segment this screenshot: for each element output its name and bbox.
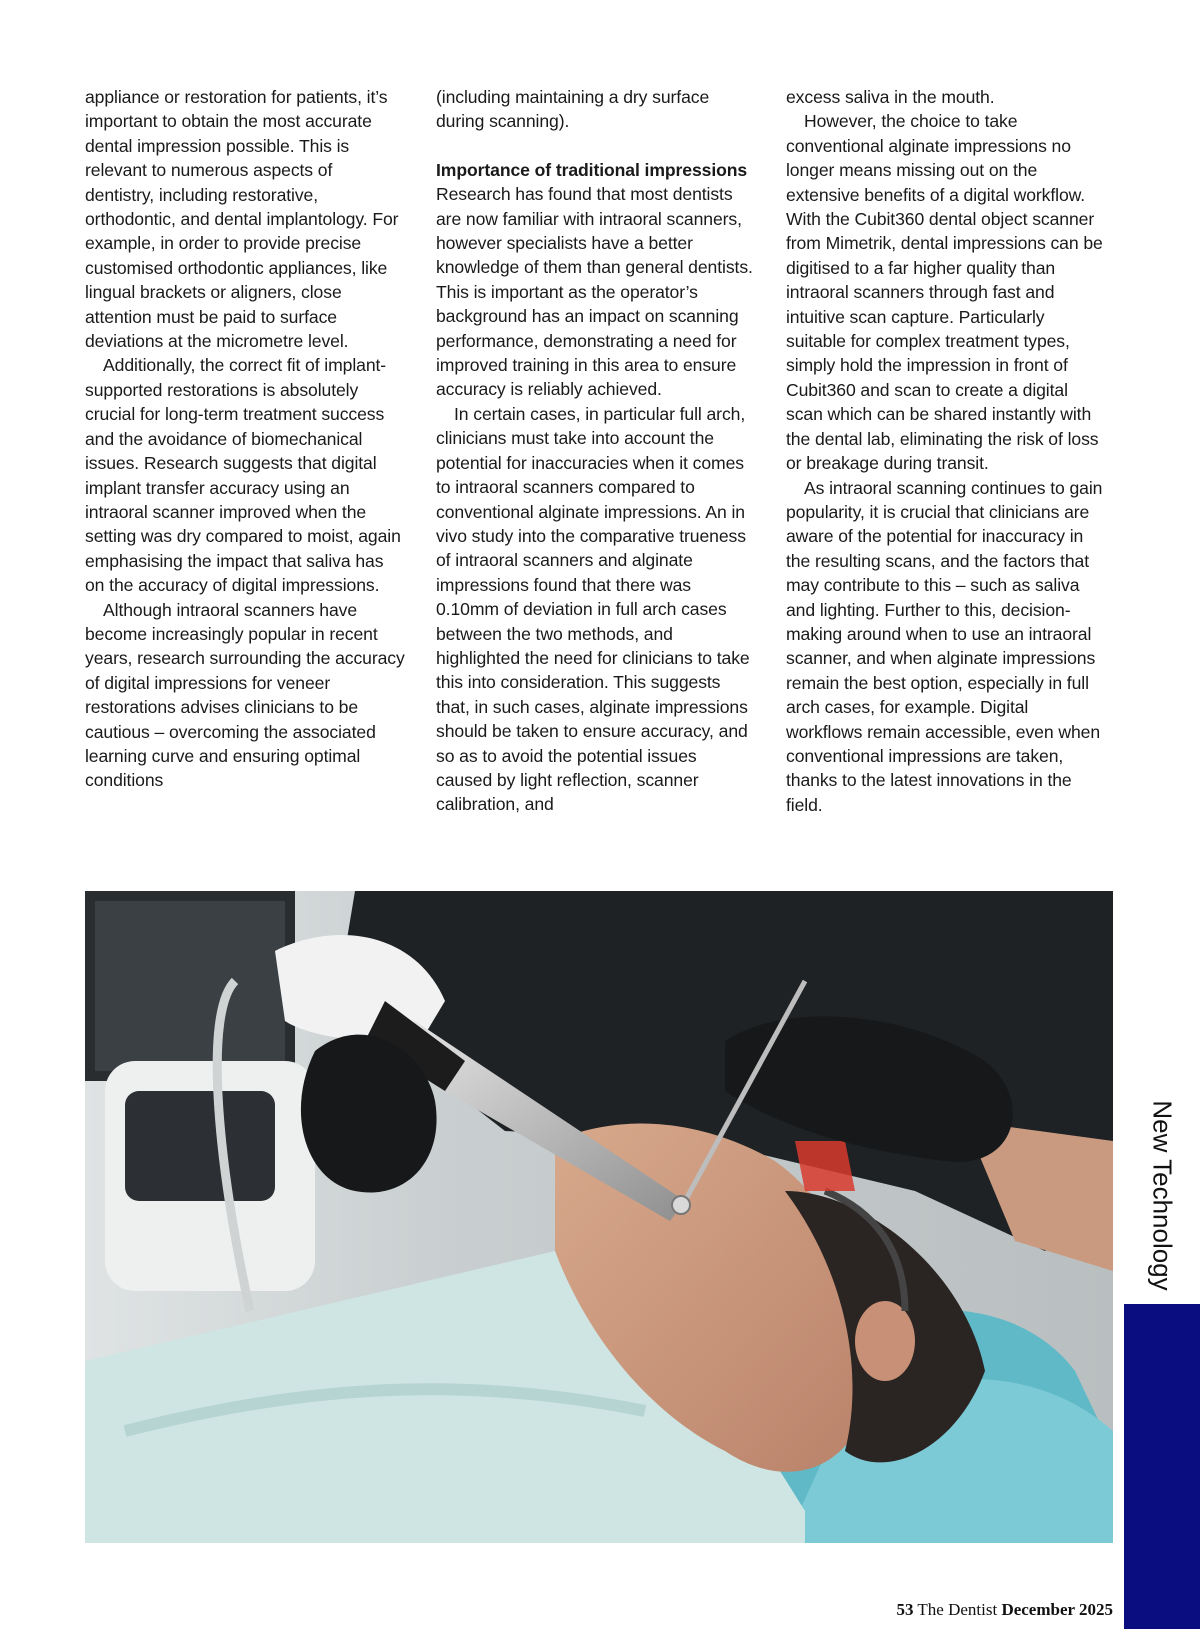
article-column-2 xyxy=(436,85,756,817)
section-label xyxy=(1124,1100,1200,1290)
paragraph: As intraoral scanning continues to gain popularity, it is crucial that clinicians are aware of the potential for inaccuracy in the resulting scans, and the factors that may contribute to this – such as saliva and lighting. Further to this, decision-making around when to use an intraoral scanner, and when alginate impressions remain the best option, especially in full arch cases, for example. Digital workflows remain accessible, even when conventional impressions are taken, thanks to the latest innovations in the field. xyxy=(786,477,1103,815)
dental-scan-photo xyxy=(85,891,1113,1543)
paragraph: Although intraoral scanners have become increasingly popular in recent years, research surrounding the accuracy of digital impressions for veneer restorations advises clinicians to be cautious – overcoming the associated learning curve and ensuring optimal conditions xyxy=(85,599,405,791)
paragraph: However, the choice to take conventional alginate impressions no longer means missing out on the extensive benefits of a digital workflow. With the Cubit360 dental object scanner from Mimetrik, dental impressions can be digitised to a far higher quality than intraoral scanners through fast and intuitive scan capture. Particularly suitable for complex treatment types, simply hold the impression in front of Cubit360 and scan to create a digital scan which can be shared instantly with the dental lab, eliminating the risk of loss or breakage during transit. xyxy=(786,111,1103,474)
issue-date: December 2025 xyxy=(1001,1600,1113,1619)
article-column-3 xyxy=(786,85,1106,817)
paragraph: Research has found that most dentists are now familiar with intraoral scanners, however specialists have a better knowledge of them than general dentists. This is important as the operator’s background has an impact on scanning performance, demonstrating a need for improved training in this area to ensure accuracy is reliably achieved. xyxy=(436,184,753,400)
section-heading: Importance of traditional impressions xyxy=(436,159,748,180)
page-footer xyxy=(896,1600,1113,1620)
publication-name: The Dentist xyxy=(917,1600,998,1619)
section-accent-bar xyxy=(1124,1304,1200,1629)
page-number: 53 xyxy=(896,1600,914,1619)
paragraph: Additionally, the correct fit of implant-supported restorations is absolutely crucial for long-term treatment success and the avoidance of biomechanical issues. Research suggests that digital implant transfer accuracy using an intraoral scanner improved when the setting was dry compared to moist, again emphasising the impact that saliva has on the accuracy of digital impressions. xyxy=(85,355,401,596)
article-column-1 xyxy=(85,85,405,793)
paragraph: (including maintaining a dry surface during scanning). xyxy=(436,87,710,132)
section-label-text: New Technology xyxy=(1147,1099,1178,1291)
paragraph: excess saliva in the mouth. xyxy=(786,87,995,107)
paragraph: In certain cases, in particular full arch, clinicians must take into account the potential for inaccuracies when it comes to intraoral scanners compared to conventional alginate impressions. An in vivo study into the comparative trueness of intraoral scanners and alginate impressions found that there was 0.10mm of deviation in full arch cases between the two methods, and highlighted the need for clinicians to take this into consideration. This suggests that, in such cases, alginate impressions should be taken to ensure accuracy, and so as to avoid the potential issues caused by light reflection, scanner calibration, and xyxy=(436,403,750,815)
paragraph: appliance or restoration for patients, it’s important to obtain the most accurate dental impression possible. This is relevant to numerous aspects of dentistry, including restorative, orthodontic, and dental implantology. For example, in order to provide precise customised orthodontic appliances, like lingual brackets or aligners, close attention must be paid to surface deviations at the micrometre level. xyxy=(85,87,399,352)
